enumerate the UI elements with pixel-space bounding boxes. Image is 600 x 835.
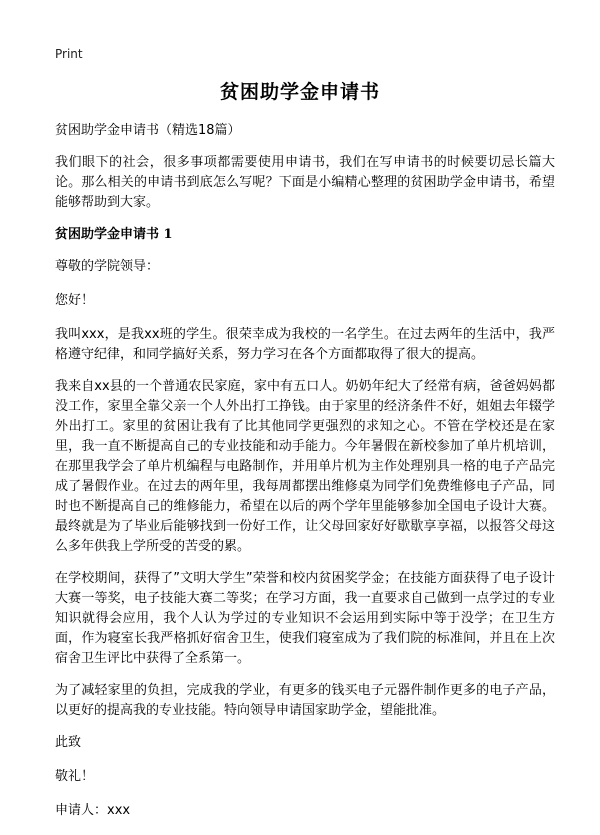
greeting: 您好！ [55,293,95,308]
body-paragraph-3: 在学校期间，获得了”文明大学生”荣誉和校内贫困奖学金；在技能方面获得了电子设计大赛一等奖，电子技能大赛二等奖；在学习方面，我一直要求自己做到一点学过的专业知识就得会应用，我个人认为学过的专业知识不会运用到实际中等于没学；在卫生方面，作为寝室长我严格抓好宿舍卫生，使我们寝室成为了我们院的标准间，并且在上次宿舍卫生评比中获得了全系第一。 [55,571,555,666]
salutation: 尊敬的学院领导： [55,259,160,274]
print-link[interactable]: Print [55,47,83,61]
closing-line-2: 敬礼！ [55,769,95,784]
intro-paragraph: 我们眼下的社会，很多事项都需要使用申请书，我们在写申请书的时候要切忌长篇大论。那么相关的申请书到底怎么写呢？下面是小编精心整理的贫困助学金申请书，希望能够帮助到大家。 [55,155,555,210]
section-heading: 贫困助学金申请书 1 [55,227,173,242]
closing-line-1: 此致 [55,735,82,750]
page-title: 贫困助学金申请书 [219,81,380,103]
document-body [55,121,555,835]
body-paragraph-4: 为了减轻家里的负担，完成我的学业，有更多的钱买电子元器件制作更多的电子产品，以更好的提高我的专业技能。特向领导申请国家助学金，望能批准。 [55,683,555,718]
body-paragraph-1: 我叫xxx，是我xx班的学生。很荣幸成为我校的一名学生。在过去两年的生活中，我严格遵守纪律，和同学搞好关系，努力学习在各个方面都取得了很大的提高。 [55,327,555,362]
document-subtitle: 贫困助学金申请书（精选18篇） [55,123,241,138]
body-paragraph-2: 我来自xx县的一个普通农民家庭，家中有五口人。奶奶年纪大了经常有病，爸爸妈妈都没工作，家里全靠父亲一个人外出打工挣钱。由于家里的经济条件不好，姐姐去年辍学外出打工。家里的贫困让我有了比其他同学更强烈的求知之心。不管在学校还是在家里，我一直不断提高自己的专业技能和动手能力。今年暑假在新校参加了单片机培训，在那里我学会了单片机编程与电路制作，并用单片机为主作处理别具一格的电子产品完成了暑假作业。在过去的两年里，我每周都摆出维修桌为同学们免费维修电子产品，同时也不断提高自己的维修能力，希望在以后的两个学年里能够参加全国电子设计大赛。最终就是为了毕业后能够找到一份好工作，让父母回家好好歇歇享享福，以报答父母这么多年供我上学所受的苦受的累。 [55,379,555,554]
signature: 申请人：xxx [55,803,131,818]
